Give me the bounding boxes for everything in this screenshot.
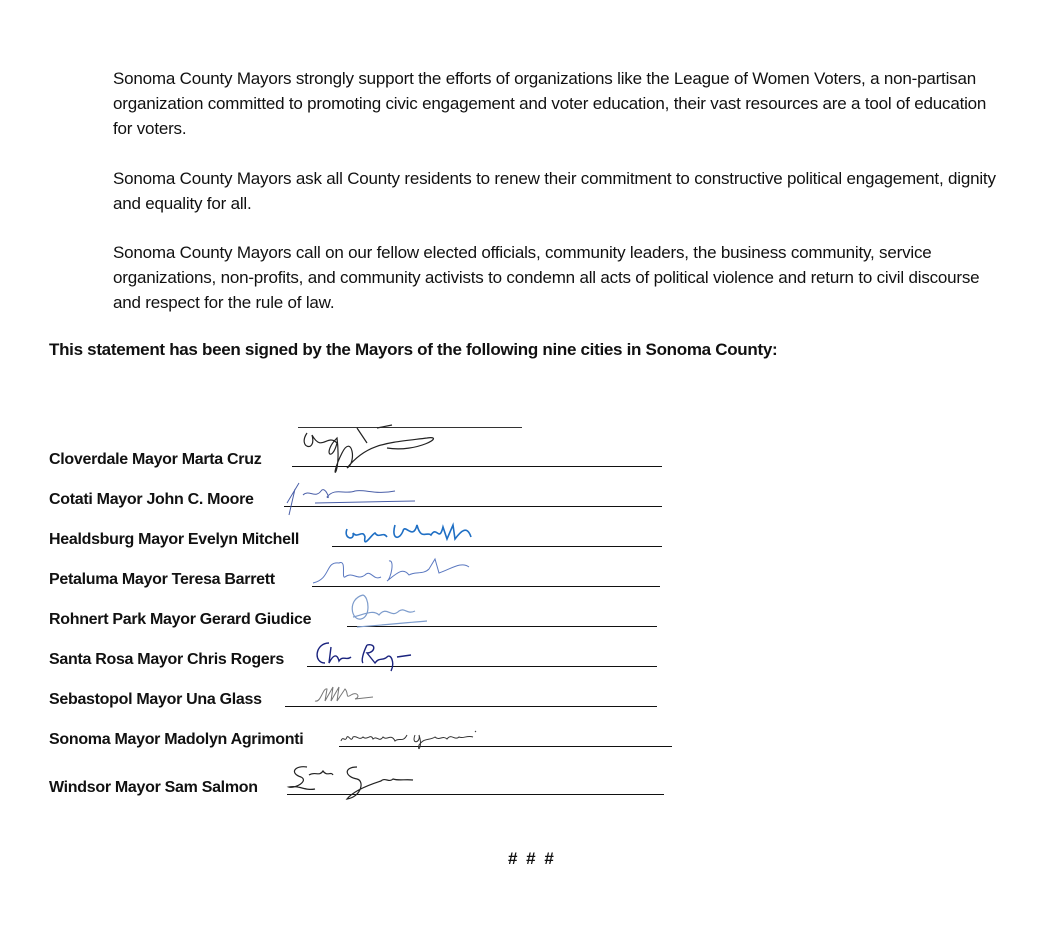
signature-row-petaluma: [49, 565, 662, 589]
signature-mark: [311, 557, 481, 591]
signature-row-healdsburg: [49, 525, 664, 549]
signature-row-cloverdale: [49, 445, 664, 469]
signature-row-rohnert-park: [49, 605, 659, 629]
signature-row-sonoma: [49, 725, 674, 749]
signature-row-windsor: [49, 773, 666, 797]
signatory-label: Petaluma Mayor Teresa Barrett: [49, 571, 275, 588]
signatory-label: Santa Rosa Mayor Chris Rogers: [49, 651, 284, 668]
signatory-label: Cotati Mayor John C. Moore: [49, 491, 254, 508]
signature-mark: [343, 521, 493, 551]
signatory-label: Cloverdale Mayor Marta Cruz: [49, 451, 262, 468]
signatory-label: Sonoma Mayor Madolyn Agrimonti: [49, 731, 304, 748]
end-mark: # # #: [508, 849, 556, 868]
paragraph-renew-commitment: Sonoma County Mayors ask all County residents to renew their commitment to constructive political engagement, dignity and equality for all.: [113, 169, 996, 213]
signature-mark: [339, 727, 489, 753]
signatories-intro: This statement has been signed by the Mayors of the following nine cities in Sonoma County:: [49, 340, 778, 359]
signature-mark: [285, 763, 425, 807]
signature-row-cotati: [49, 485, 664, 509]
signature-row-sebastopol: [49, 685, 659, 709]
signature-mark: [311, 639, 421, 675]
signature-mark: [285, 481, 435, 521]
paragraph-condemn-violence: Sonoma County Mayors call on our fellow elected officials, community leaders, the business community, service organizations, non-profits, and community activists to condemn all acts of political violence and return to civil discourse and respect for the rule of law.: [113, 243, 980, 312]
signatory-label: Windsor Mayor Sam Salmon: [49, 779, 258, 796]
signature-mark: [343, 591, 443, 635]
signatory-label: Sebastopol Mayor Una Glass: [49, 691, 262, 708]
signatory-label: Rohnert Park Mayor Gerard Giudice: [49, 611, 312, 628]
signature-mark: [311, 683, 391, 709]
signatory-label: Healdsburg Mayor Evelyn Mitchell: [49, 531, 300, 548]
signature-row-santa-rosa: [49, 645, 659, 669]
paragraph-league-of-women-voters: Sonoma County Mayors strongly support the efforts of organizations like the League of Women Voters, a non-partisan organization committed to promoting civic engagement and voter education, their vast resources are a tool of education for voters.: [113, 69, 987, 138]
